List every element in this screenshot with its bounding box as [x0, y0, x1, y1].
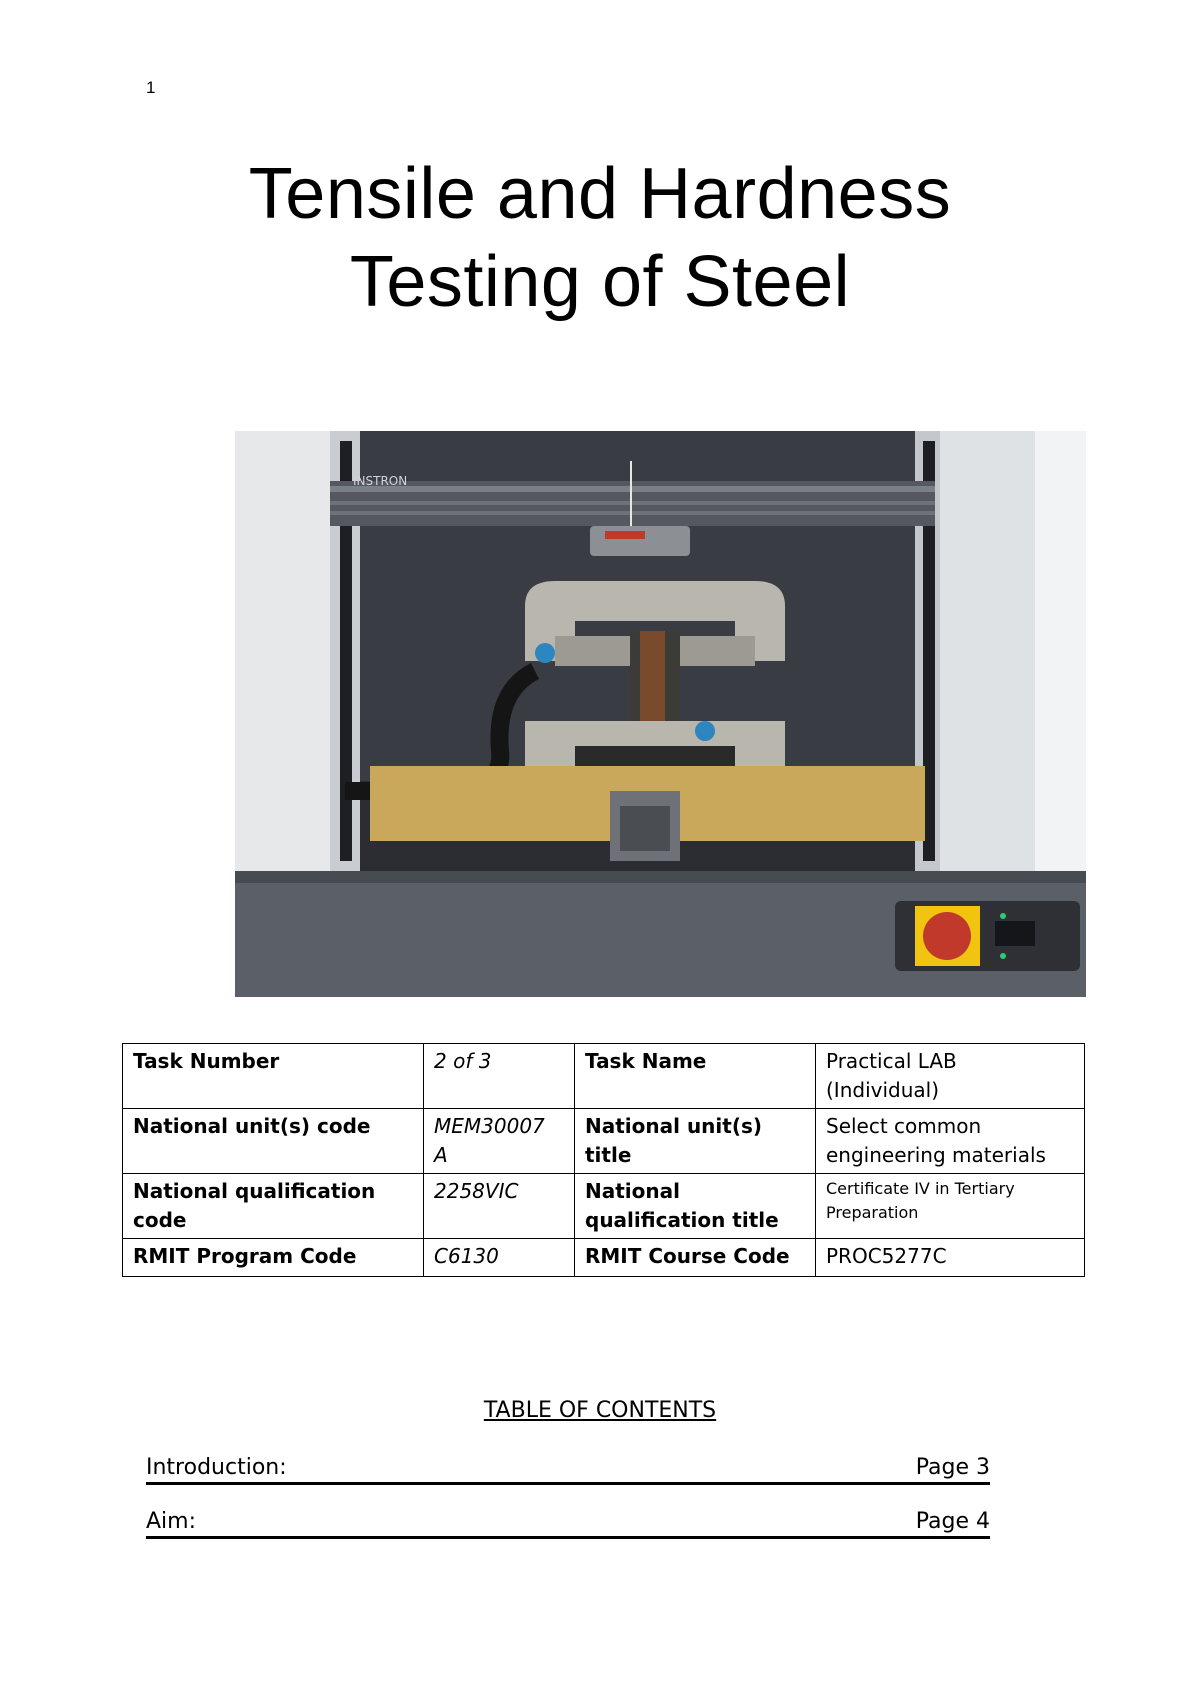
toc-entry-page: Page 4 — [915, 1509, 990, 1534]
task-number-label: Task Number — [123, 1044, 424, 1109]
toc-heading: TABLE OF CONTENTS — [483, 1398, 717, 1423]
toc-entry-page: Page 3 — [915, 1455, 990, 1480]
unit-title-value: Select common engineering materials — [816, 1109, 1085, 1174]
title-line-1: Tensile and Hardness — [248, 154, 952, 234]
qualification-title-label: National qualification title — [575, 1174, 816, 1239]
table-row — [123, 1109, 1085, 1174]
task-number-value: 2 of 3 — [424, 1044, 575, 1109]
unit-code-value: MEM30007 A — [424, 1109, 575, 1174]
unit-code-label: National unit(s) code — [123, 1109, 424, 1174]
brand-label: INSTRON — [353, 474, 408, 488]
course-code-value: PROC5277C — [816, 1239, 1085, 1277]
unit-title-label: National unit(s) title — [575, 1109, 816, 1174]
toc-entry-introduction[interactable] — [146, 1446, 990, 1485]
tensile-testing-machine-photo — [235, 431, 1086, 997]
task-name-label: Task Name — [575, 1044, 816, 1109]
qualification-code-label: National qualification code — [123, 1174, 424, 1239]
toc-entry-aim[interactable] — [146, 1500, 990, 1539]
task-name-value: Practical LAB (Individual) — [816, 1044, 1085, 1109]
course-code-label: RMIT Course Code — [575, 1239, 816, 1277]
table-row — [123, 1044, 1085, 1109]
program-code-label: RMIT Program Code — [123, 1239, 424, 1277]
document-title — [0, 150, 1200, 326]
qualification-title-value: Certificate IV in Tertiary Preparation — [816, 1174, 1085, 1239]
table-row — [123, 1174, 1085, 1239]
qualification-code-value: 2258VIC — [424, 1174, 575, 1239]
title-line-2: Testing of Steel — [349, 242, 851, 322]
program-code-value: C6130 — [424, 1239, 575, 1277]
task-info-table — [122, 1043, 1085, 1277]
toc-entry-label: Introduction: — [146, 1455, 287, 1480]
table-row — [123, 1239, 1085, 1277]
page-number: 1 — [146, 78, 156, 97]
toc-entry-label: Aim: — [146, 1509, 197, 1534]
